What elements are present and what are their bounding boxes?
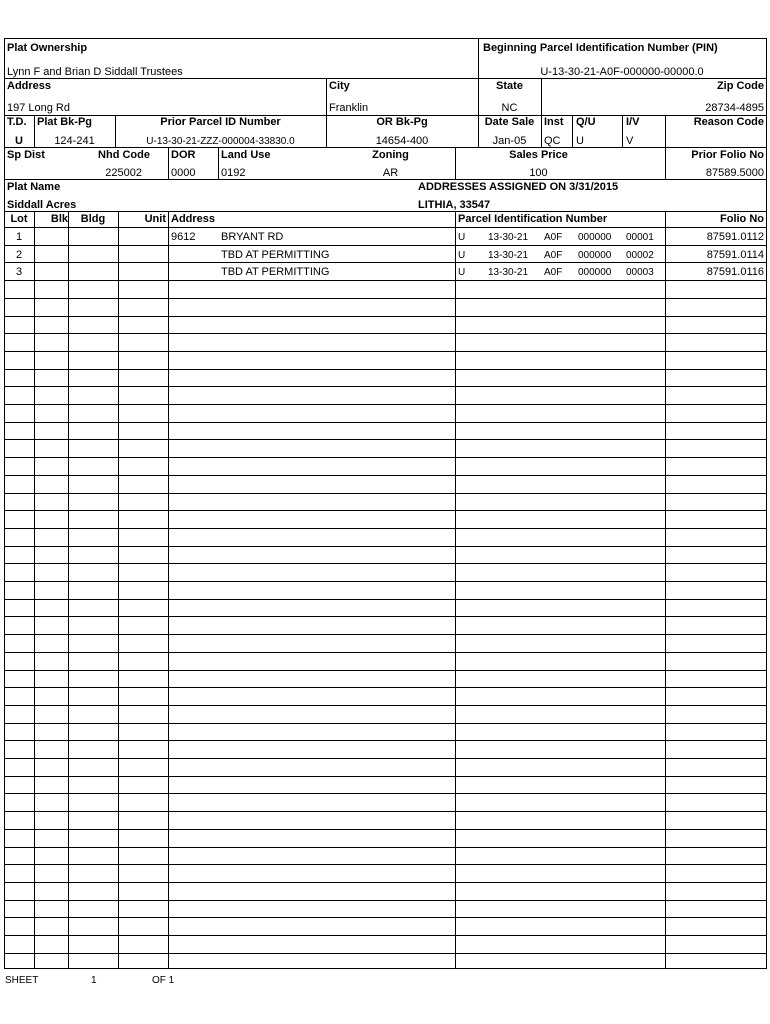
plat-name-value: Siddall Acres (7, 199, 77, 211)
city-zip-note: LITHIA, 33547 (418, 199, 491, 211)
sheet-number: 1 (91, 975, 97, 986)
qu-label: Q/U (576, 116, 596, 128)
dor-label: DOR (171, 149, 196, 161)
zip-value: 28734-4895 (705, 102, 764, 114)
prior-pid-value: U-13-30-21-ZZZ-000004-33830.0 (146, 136, 295, 147)
city-value: Franklin (329, 102, 369, 114)
land-use-value: 0192 (221, 167, 246, 179)
dor-value: 0000 (171, 167, 196, 179)
cell-pin-part: 00001 (626, 232, 654, 243)
or-bkpg-label: OR Bk-Pg (376, 116, 428, 128)
sheet-label: SHEET (5, 975, 39, 986)
or-bkpg-value: 14654-400 (375, 135, 429, 147)
plat-ownership-label: Plat Ownership (7, 42, 88, 54)
td-value: U (15, 135, 23, 147)
land-use-label: Land Use (221, 149, 271, 161)
plat-name-label: Plat Name (7, 181, 61, 193)
cell-pin-part: A0F (544, 250, 563, 261)
plat-bkpg-label: Plat Bk-Pg (37, 116, 93, 128)
sheet-of-total: OF 1 (152, 975, 175, 986)
iv-value: V (626, 135, 634, 147)
state-value: NC (501, 102, 518, 114)
zip-label: Zip Code (716, 80, 764, 92)
cell-pin-part: 13-30-21 (488, 232, 529, 243)
sales-price-value: 100 (529, 167, 548, 179)
inst-label: Inst (544, 116, 564, 128)
cell-pin-part: 13-30-21 (488, 267, 529, 278)
prior-pid-label: Prior Parcel ID Number (160, 116, 281, 128)
cell-street: TBD AT PERMITTING (221, 266, 330, 278)
prior-folio-value: 87589.5000 (705, 167, 764, 179)
address-label: Address (7, 80, 52, 92)
nhd-code-value: 225002 (105, 167, 142, 179)
pin-value: U-13-30-21-A0F-000000-00000.0 (540, 66, 704, 78)
prior-folio-label: Prior Folio No (691, 149, 764, 161)
cell-pin-part: 000000 (578, 250, 612, 261)
cell-pin-part: U (458, 250, 466, 261)
cell-pin-part: U (458, 267, 466, 278)
iv-label: I/V (626, 116, 640, 128)
cell-address-number: 9612 (171, 231, 196, 243)
cell-folio: 87591.0116 (706, 266, 764, 278)
cell-lot: 3 (15, 266, 23, 278)
city-label: City (329, 80, 350, 92)
cell-lot: 2 (15, 249, 23, 261)
sales-price-label: Sales Price (509, 149, 568, 161)
cell-street: TBD AT PERMITTING (221, 249, 330, 261)
addresses-assigned-note: ADDRESSES ASSIGNED ON 3/31/2015 (418, 181, 619, 193)
cell-pin-part: 13-30-21 (488, 250, 529, 261)
date-sale-label: Date Sale (484, 116, 535, 128)
state-label: State (496, 80, 523, 92)
plat-bkpg-value: 124-241 (54, 135, 95, 147)
td-label: T.D. (7, 116, 27, 128)
col-header-folio: Folio No (720, 213, 764, 225)
owner-name: Lynn F and Brian D Siddall Trustees (7, 66, 183, 78)
col-header-lot: Lot (10, 213, 28, 225)
col-header-bldg: Bldg (80, 213, 106, 225)
col-header-address: Address (171, 213, 216, 225)
date-sale-value: Jan-05 (492, 135, 527, 147)
cell-pin-part: 000000 (578, 232, 612, 243)
cell-pin-part: A0F (544, 232, 563, 243)
cell-lot: 1 (15, 231, 23, 243)
reason-code-label: Reason Code (693, 116, 764, 128)
nhd-code-label: Nhd Code (98, 149, 150, 161)
pin-label: Beginning Parcel Identification Number (PIN) (483, 42, 718, 54)
col-header-blk: Blk (50, 213, 68, 225)
cell-pin-part: 000000 (578, 267, 612, 278)
inst-value: QC (544, 135, 561, 147)
cell-street: BRYANT RD (221, 231, 284, 243)
cell-folio: 87591.0114 (706, 249, 764, 261)
cell-pin-part: 00003 (626, 267, 654, 278)
cell-pin-part: 00002 (626, 250, 654, 261)
zoning-label: Zoning (372, 149, 409, 161)
cell-pin-part: A0F (544, 267, 563, 278)
qu-value: U (576, 135, 584, 147)
col-header-pin: Parcel Identification Number (458, 213, 608, 225)
zoning-value: AR (382, 167, 399, 179)
sp-dist-label: Sp Dist (7, 149, 45, 161)
address-value: 197 Long Rd (7, 102, 70, 114)
col-header-unit: Unit (144, 213, 166, 225)
cell-folio: 87591.0112 (706, 231, 764, 243)
cell-pin-part: U (458, 232, 466, 243)
